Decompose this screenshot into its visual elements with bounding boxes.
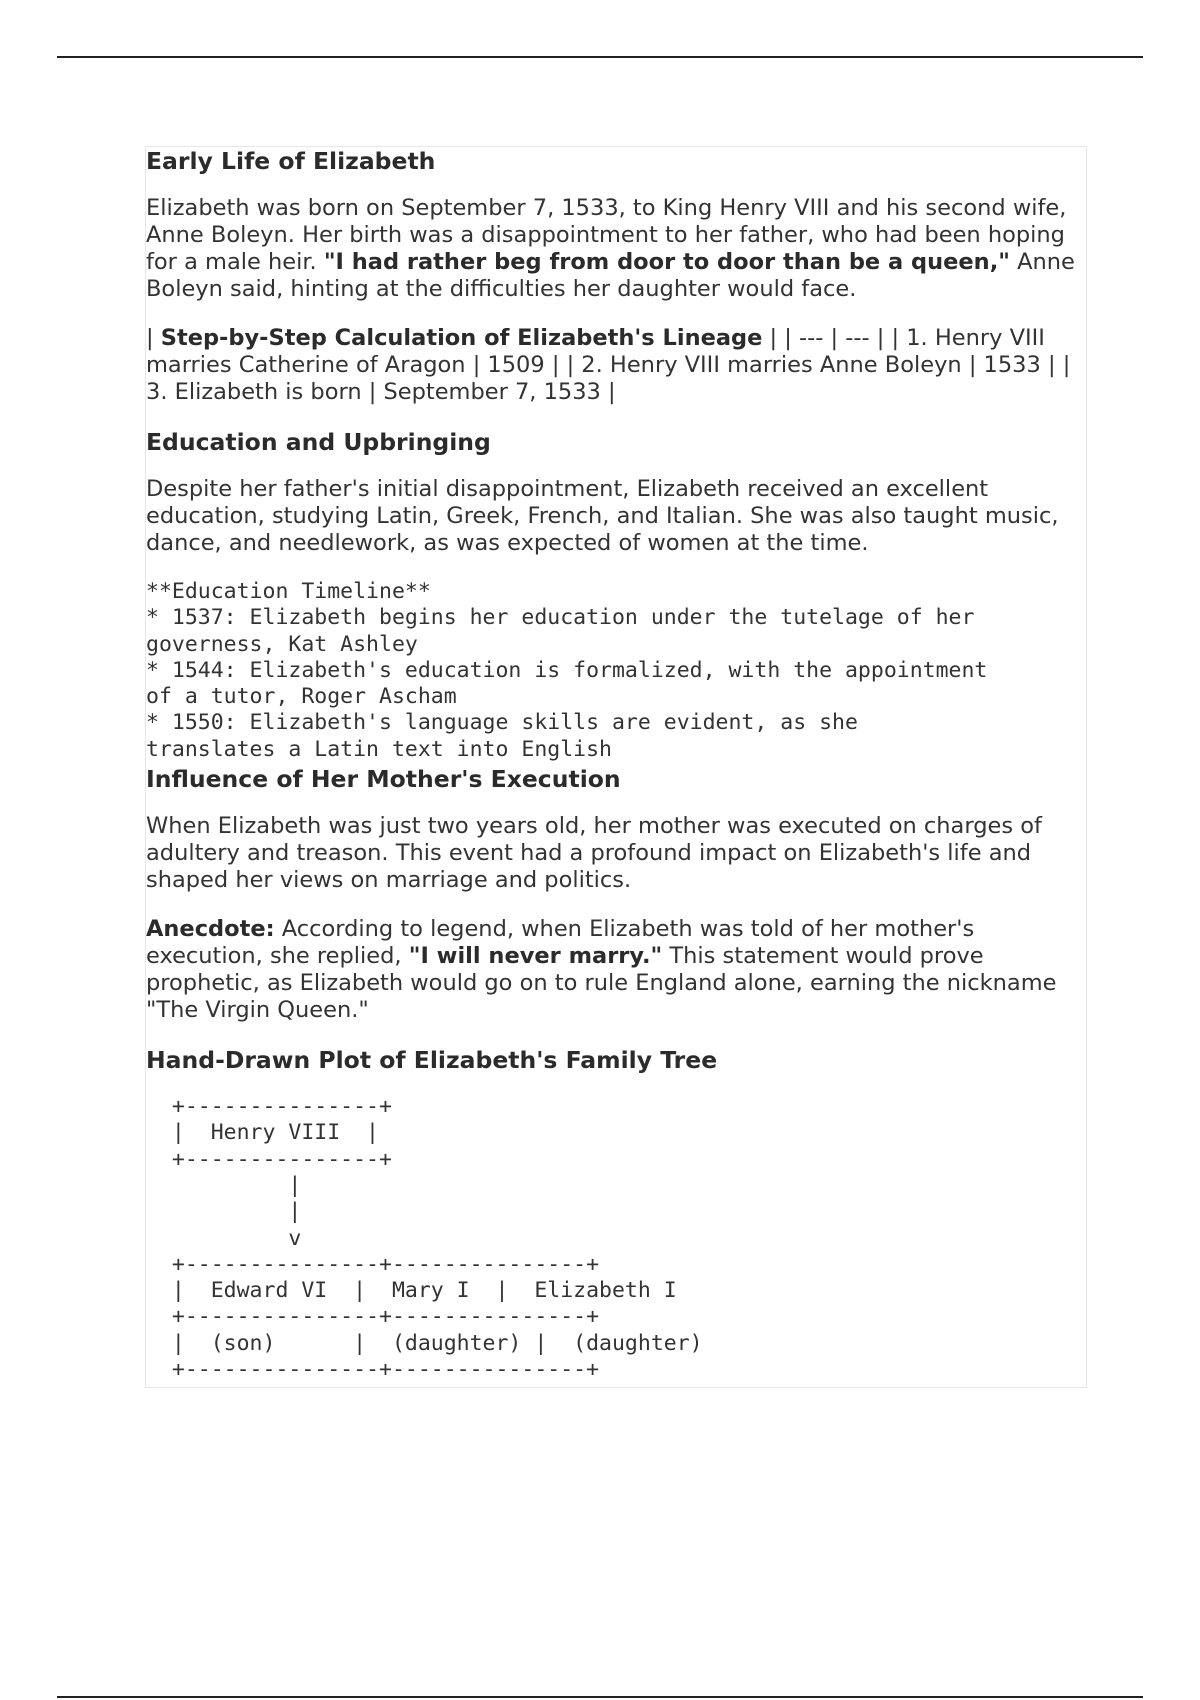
education-paragraph: Despite her father's initial disappointment, Elizabeth received an excellent education, studying Latin, Greek, French, and Italian. She was also taught music, dance, and needlework, as was expected of women at the time. bbox=[146, 476, 1059, 556]
family-tree-diagram: +---------------+ | Henry VIII | +---------------+ | | v +---------------+---------------+ | Edward VI | Mary I | Elizabeth I +---------------+---------------+ | (son) | (daughter) | (daughter) +---------------+---------------+ bbox=[171, 1094, 703, 1383]
lineage-lead: | bbox=[146, 325, 161, 351]
bottom-rule bbox=[57, 1696, 1143, 1698]
lineage-table-text bbox=[146, 325, 1086, 406]
anecdote-paragraph bbox=[146, 916, 1086, 1024]
anecdote-label: Anecdote: bbox=[146, 916, 275, 943]
execution-paragraph: When Elizabeth was just two years old, her mother was executed on charges of adultery and treason. This event had a profound impact on Elizabeth's life and shaped her views on marriage and politics. bbox=[146, 813, 1042, 894]
anecdote-text-a: According to legend, when Elizabeth was told of her mother's execution, she replied, bbox=[146, 916, 975, 970]
lineage-title: Step-by-Step Calculation of Elizabeth's Lineage bbox=[160, 325, 763, 351]
lineage-rows: | | --- | --- | | 1. Henry VIII marries Catherine of Aragon | 1509 | | 2. Henry VIII marries Anne Boleyn | 1533 | | 3. Elizabeth is born | September 7, 1533 | bbox=[146, 325, 1071, 405]
document-body bbox=[145, 146, 1087, 1388]
education-timeline: **Education Timeline** * 1537: Elizabeth begins her education under the tutelage of her governess, Kat Ashley * 1544: Elizabeth's education is formalized, with the appointment of a tutor, Roger Ascham * 1550: Elizabeth's language skills are evident, as she translates a Latin text into English bbox=[146, 579, 988, 762]
anecdote-quote: "I will never marry." bbox=[408, 943, 663, 970]
early-life-paragraph bbox=[146, 195, 1086, 303]
early-life-text-a: Elizabeth was born on September 7, 1533, to King Henry VIII and his second wife, Anne Boleyn. Her birth was a disappointment to her father, who had been hoping for a male heir. bbox=[146, 195, 1067, 275]
early-life-heading: Early Life of Elizabeth bbox=[146, 147, 436, 175]
early-life-text-b: Anne Boleyn said, hinting at the difficulties her daughter would face. bbox=[146, 249, 1075, 302]
family-tree-heading: Hand-Drawn Plot of Elizabeth's Family Tree bbox=[146, 1046, 718, 1075]
top-rule bbox=[57, 56, 1143, 58]
execution-heading: Influence of Her Mother's Execution bbox=[146, 765, 621, 794]
anne-boleyn-quote: "I had rather beg from door to door than be a queen," bbox=[323, 249, 1010, 275]
education-heading: Education and Upbringing bbox=[146, 428, 491, 456]
anecdote-text-b: This statement would prove prophetic, as Elizabeth would go on to rule England alone, earning the nickname "The Virgin Queen." bbox=[146, 943, 1057, 1024]
